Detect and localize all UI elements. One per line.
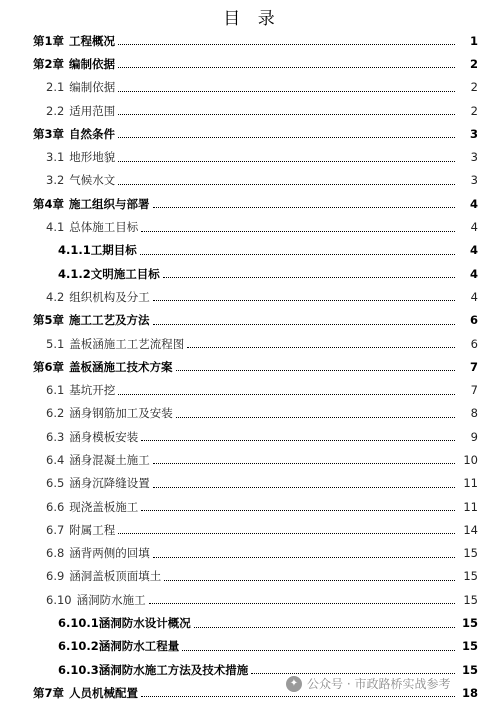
toc-entry-number: 6.4	[46, 452, 65, 467]
toc-entry[interactable]	[0, 588, 504, 611]
toc-entry[interactable]	[0, 425, 504, 448]
toc-leader-dots	[176, 417, 455, 418]
toc-leader-dots	[194, 627, 455, 628]
toc-entry-page: 8	[470, 406, 478, 421]
toc-entry-number: 2.1	[46, 80, 65, 95]
toc-entry-number: 2.2	[46, 103, 65, 118]
toc-leader-dots	[118, 44, 455, 45]
toc-entry-number: 6.8	[46, 546, 65, 561]
toc-leader-dots	[118, 91, 455, 92]
toc-entry-page: 11	[463, 476, 478, 491]
toc-entry-page: 6	[469, 313, 478, 328]
toc-entry-number: 6.10	[46, 592, 72, 607]
toc-entry[interactable]	[0, 239, 504, 262]
toc-entry-label: 涵身模板安装	[69, 429, 139, 444]
toc-entry-page: 4	[469, 196, 478, 211]
toc-leader-dots	[187, 347, 455, 348]
toc-leader-dots	[164, 580, 455, 581]
toc-entry-number: 6.9	[46, 569, 65, 584]
table-of-contents	[0, 29, 504, 705]
toc-leader-dots	[118, 184, 455, 185]
toc-leader-dots	[118, 533, 455, 534]
toc-entry[interactable]	[0, 29, 504, 52]
toc-leader-dots	[153, 487, 455, 488]
toc-entry[interactable]	[0, 262, 504, 285]
toc-entry[interactable]	[0, 122, 504, 145]
toc-leader-dots	[118, 114, 455, 115]
toc-entry-number: 第4章	[33, 196, 65, 211]
toc-entry[interactable]	[0, 611, 504, 634]
toc-entry-number: 4.2	[46, 289, 65, 304]
toc-entry[interactable]	[0, 402, 504, 425]
toc-leader-dots	[118, 137, 455, 138]
toc-leader-dots	[153, 300, 455, 301]
toc-entry-page: 6	[470, 336, 478, 351]
wechat-icon: ✦	[286, 676, 302, 692]
toc-entry[interactable]	[0, 472, 504, 495]
toc-entry-page: 7	[470, 383, 478, 398]
toc-leader-dots	[153, 324, 455, 325]
toc-entry-number: 6.3	[46, 429, 65, 444]
toc-entry-number: 第1章	[33, 33, 65, 48]
toc-entry-label: 编制依据	[69, 80, 116, 95]
toc-entry-number: 第3章	[33, 126, 65, 141]
toc-entry-page: 9	[470, 429, 478, 444]
toc-entry[interactable]	[0, 145, 504, 168]
toc-entry-label: 附属工程	[69, 522, 116, 537]
toc-entry-label: 气候水文	[69, 173, 116, 188]
toc-entry-label: 编制依据	[69, 56, 116, 71]
toc-entry-label: 6.10.1涵洞防水设计概况	[58, 616, 191, 631]
toc-entry[interactable]	[0, 192, 504, 215]
toc-entry-label: 施工组织与部署	[69, 196, 150, 211]
toc-leader-dots	[153, 463, 455, 464]
toc-entry[interactable]	[0, 169, 504, 192]
toc-entry-page: 18	[461, 685, 478, 700]
toc-entry-label: 施工工艺及方法	[69, 313, 150, 328]
toc-leader-dots	[118, 161, 455, 162]
toc-entry-page: 2	[470, 80, 478, 95]
toc-entry-label: 适用范围	[69, 103, 116, 118]
toc-entry-page: 15	[461, 639, 478, 654]
toc-entry-label: 盖板涵施工技术方案	[69, 359, 173, 374]
toc-entry-page: 15	[461, 662, 478, 677]
toc-entry-label: 地形地貌	[69, 150, 116, 165]
toc-entry-number: 6.2	[46, 406, 65, 421]
toc-entry-number: 4.1	[46, 220, 65, 235]
toc-entry-label: 6.10.2涵洞防水工程量	[58, 639, 180, 654]
toc-entry-page: 3	[470, 150, 478, 165]
toc-entry-page: 4	[470, 289, 478, 304]
toc-entry[interactable]	[0, 635, 504, 658]
toc-entry-page: 15	[463, 569, 478, 584]
toc-entry-label: 涵身沉降缝设置	[69, 476, 150, 491]
toc-entry-number: 3.2	[46, 173, 65, 188]
toc-entry[interactable]	[0, 99, 504, 122]
toc-entry-label: 4.1.2文明施工目标	[58, 266, 160, 281]
toc-entry[interactable]	[0, 378, 504, 401]
toc-entry-label: 涵洞防水施工	[76, 592, 146, 607]
watermark	[282, 674, 454, 693]
toc-entry-label: 人员机械配置	[69, 685, 139, 700]
toc-entry-label: 工程概况	[69, 33, 116, 48]
toc-entry-number: 第5章	[33, 313, 65, 328]
page-title: 目 录	[223, 9, 281, 29]
toc-leader-dots	[176, 370, 455, 371]
toc-entry-number: 6.7	[46, 522, 65, 537]
toc-entry-label: 总体施工目标	[69, 220, 139, 235]
toc-entry-label: 自然条件	[69, 126, 116, 141]
toc-entry[interactable]	[0, 565, 504, 588]
toc-entry-number: 6.1	[46, 383, 65, 398]
watermark-text: 公众号 · 市政路桥实战参考	[307, 677, 451, 691]
toc-leader-dots	[141, 440, 455, 441]
toc-entry-page: 7	[469, 359, 478, 374]
toc-entry-page: 11	[463, 499, 478, 514]
toc-entry[interactable]	[0, 76, 504, 99]
toc-leader-dots	[149, 603, 455, 604]
toc-leader-dots	[140, 254, 455, 255]
toc-leader-dots	[141, 231, 455, 232]
toc-leader-dots	[118, 67, 455, 68]
toc-entry-page: 4	[469, 266, 478, 281]
toc-entry-page: 15	[463, 546, 478, 561]
toc-entry[interactable]	[0, 518, 504, 541]
toc-entry-page: 15	[461, 616, 478, 631]
toc-entry-page: 10	[463, 452, 478, 467]
toc-entry-page: 4	[469, 243, 478, 258]
toc-entry[interactable]	[0, 285, 504, 308]
toc-entry-number: 第2章	[33, 56, 65, 71]
toc-entry-page: 14	[463, 522, 478, 537]
toc-entry-page: 15	[463, 592, 478, 607]
toc-entry[interactable]	[0, 332, 504, 355]
toc-entry[interactable]	[0, 52, 504, 75]
toc-entry-page: 3	[469, 126, 478, 141]
toc-entry-page: 4	[470, 220, 478, 235]
toc-entry-page: 1	[469, 33, 478, 48]
toc-entry-label: 6.10.3涵洞防水施工方法及技术措施	[58, 662, 249, 677]
toc-leader-dots	[153, 207, 455, 208]
toc-entry-label: 基坑开挖	[69, 383, 116, 398]
toc-entry-number: 6.5	[46, 476, 65, 491]
toc-entry-label: 涵背两侧的回填	[69, 546, 150, 561]
toc-leader-dots	[141, 510, 455, 511]
toc-entry-label: 涵身混凝土施工	[69, 452, 150, 467]
toc-entry-label: 4.1.1工期目标	[58, 243, 137, 258]
toc-leader-dots	[118, 394, 455, 395]
toc-entry-label: 组织机构及分工	[69, 289, 150, 304]
toc-entry-number: 5.1	[46, 336, 65, 351]
toc-entry-label: 涵洞盖板顶面填土	[69, 569, 162, 584]
toc-entry-page: 3	[470, 173, 478, 188]
toc-entry[interactable]	[0, 495, 504, 518]
toc-entry-page: 2	[470, 103, 478, 118]
toc-entry[interactable]	[0, 448, 504, 471]
toc-leader-dots	[153, 557, 455, 558]
toc-entry-label: 涵身钢筋加工及安装	[69, 406, 173, 421]
toc-entry-number: 第6章	[33, 359, 65, 374]
toc-leader-dots	[141, 696, 455, 697]
toc-entry-label: 现浇盖板施工	[69, 499, 139, 514]
toc-entry-number: 3.1	[46, 150, 65, 165]
toc-entry-page: 2	[469, 56, 478, 71]
toc-leader-dots	[182, 650, 455, 651]
toc-entry-label: 盖板涵施工工艺流程图	[69, 336, 185, 351]
toc-entry-number: 第7章	[33, 685, 65, 700]
toc-entry[interactable]	[0, 215, 504, 238]
toc-entry[interactable]	[0, 542, 504, 565]
toc-entry-number: 6.6	[46, 499, 65, 514]
toc-leader-dots	[163, 277, 455, 278]
toc-entry[interactable]	[0, 355, 504, 378]
toc-entry[interactable]	[0, 309, 504, 332]
